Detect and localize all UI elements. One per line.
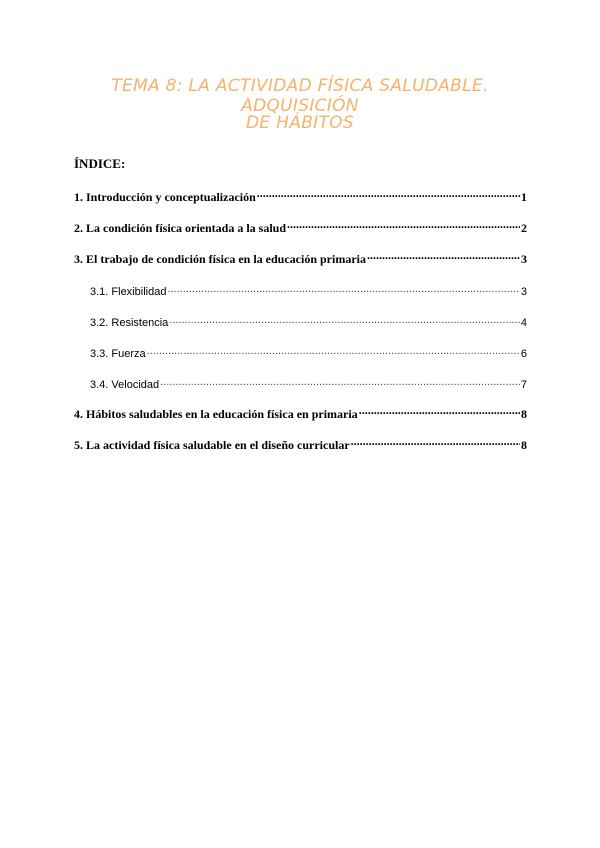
toc-subentry[interactable] [90, 376, 527, 391]
toc-entry-page: 4 [520, 317, 527, 329]
toc-entry[interactable] [74, 406, 527, 422]
toc-entry-page: 1 [521, 190, 527, 204]
toc-entry-label: 3.1. Flexibilidad [90, 286, 167, 298]
toc-entry[interactable] [74, 437, 527, 453]
toc-leader-dots [169, 314, 520, 326]
toc-entry-page: 8 [521, 438, 527, 452]
toc-entry-page: 3 [521, 252, 527, 266]
toc-entry-label: 1. Introducción y conceptualización [74, 190, 256, 204]
toc-entry-label: 5. La actividad física saludable en el diseño curricular [74, 438, 350, 452]
toc-entry-label: 3.4. Velocidad [90, 379, 160, 391]
toc-leader-dots [147, 345, 520, 357]
toc-entry[interactable] [74, 189, 527, 205]
index-heading: ÍNDICE: [74, 156, 126, 171]
toc-leader-dots [287, 220, 520, 232]
toc-entry-label: 3.3. Fuerza [90, 348, 146, 360]
toc-leader-dots [351, 437, 520, 449]
toc-entry-page: 7 [520, 379, 527, 391]
toc-leader-dots [167, 283, 519, 295]
toc-leader-dots [359, 406, 520, 418]
toc-entry-label: 3.2. Resistencia [90, 317, 169, 329]
toc-subentry[interactable] [90, 314, 527, 329]
toc-entry-page: 8 [521, 407, 527, 421]
document-title-line-1: TEMA 8: LA ACTIVIDAD FÍSICA SALUDABLE. ADQUISICIÓN [111, 76, 489, 116]
toc-subentry[interactable] [90, 283, 527, 298]
toc-leader-dots [367, 251, 520, 263]
toc-entry-label: 2. La condición física orientada a la salud [74, 221, 287, 235]
toc-entry-label: 3. El trabajo de condición física en la educación primaria [74, 252, 366, 266]
toc-entry[interactable] [74, 251, 527, 267]
toc-leader-dots [257, 189, 520, 201]
toc-entry-label: 4. Hábitos saludables en la educación física en primaria [74, 407, 358, 421]
toc-entry[interactable] [74, 220, 527, 236]
toc-entry-page: 3 [520, 286, 527, 298]
toc-entry-page: 6 [520, 348, 527, 360]
toc-subentry[interactable] [90, 345, 527, 360]
toc-entry-page: 2 [521, 221, 527, 235]
toc-leader-dots [160, 376, 520, 388]
document-title-line-2: DE HÁBITOS [246, 113, 354, 133]
